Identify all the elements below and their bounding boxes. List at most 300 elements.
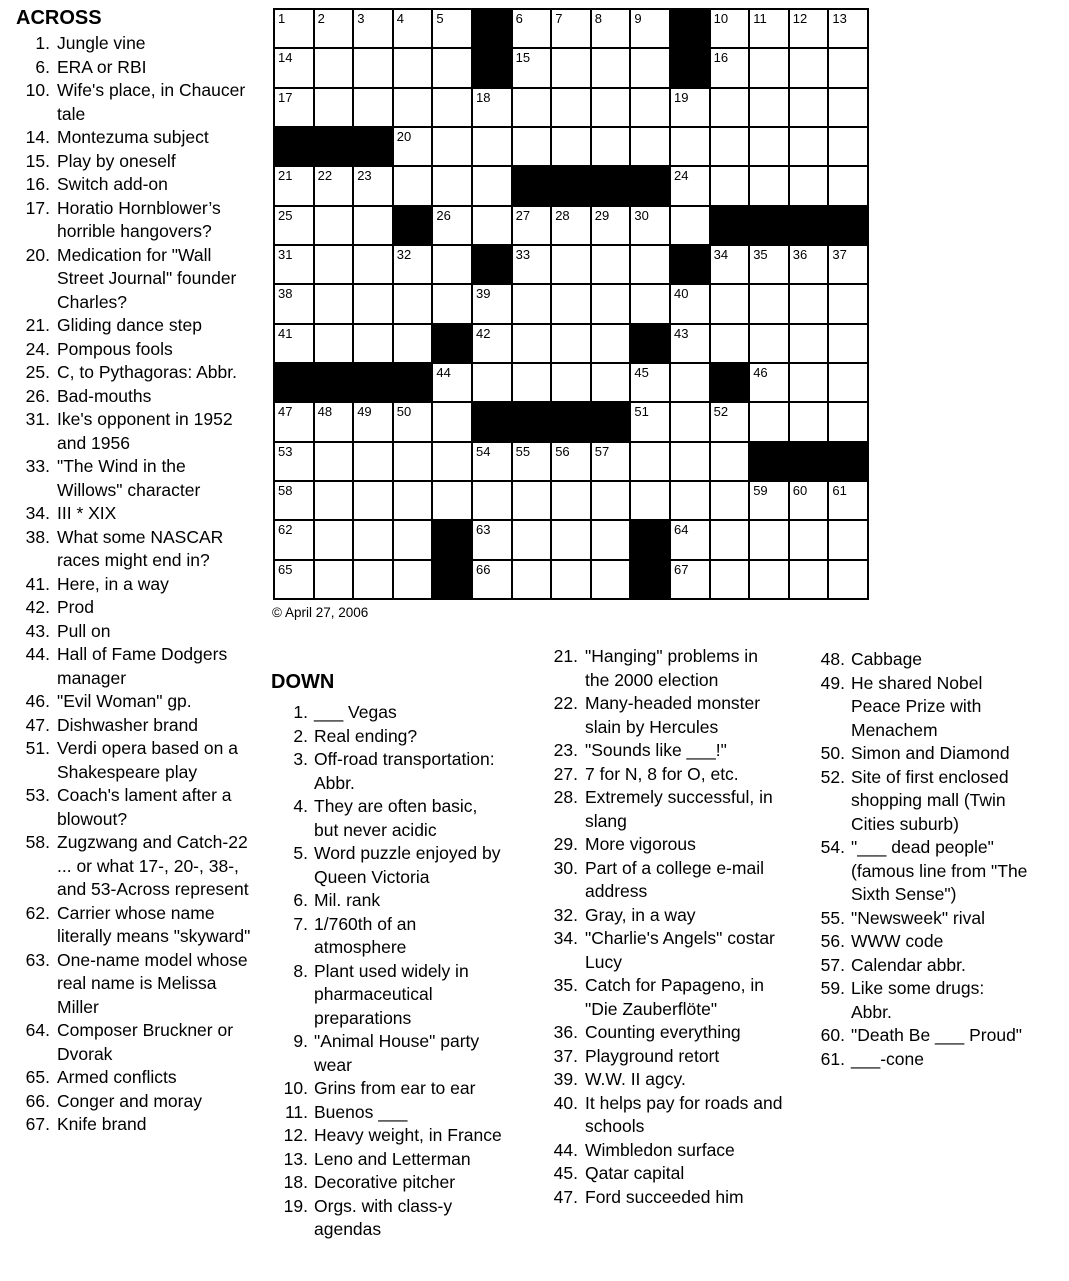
grid-cell-r14c11[interactable] (671, 521, 709, 558)
grid-cell-r14c15[interactable] (829, 521, 867, 558)
grid-cell-r5c2[interactable] (315, 167, 353, 204)
grid-cell-r9c3[interactable] (354, 325, 392, 362)
down-clues-continued-section-2 (808, 648, 1066, 1071)
grid-cell-r2c5[interactable] (433, 49, 471, 86)
clue-text: Prod (57, 597, 94, 617)
clue-text: Pompous fools (57, 338, 173, 359)
grid-cell-r6c3[interactable] (354, 207, 392, 244)
cell-number: 39 (475, 286, 491, 302)
grid-cell-r4c14[interactable] (790, 128, 828, 165)
grid-cell-r6c5[interactable] (433, 207, 471, 244)
grid-cell-r1c4[interactable] (394, 10, 432, 47)
grid-cell-r9c15[interactable] (829, 325, 867, 362)
grid-cell-r9c4[interactable] (394, 325, 432, 362)
grid-cell-r13c11[interactable] (671, 482, 709, 519)
grid-cell-r10c13[interactable] (750, 364, 788, 401)
clue-number: 36. (553, 1022, 578, 1042)
grid-cell-r4c9[interactable] (592, 128, 630, 165)
grid-cell-r9c1[interactable] (275, 325, 313, 362)
grid-cell-r11c12[interactable] (711, 403, 749, 440)
grid-cell-r5c14[interactable] (790, 167, 828, 204)
grid-cell-r10c6[interactable] (473, 364, 511, 401)
clue-text: Gliding dance step (57, 315, 202, 335)
grid-cell-r3c13[interactable] (750, 89, 788, 126)
cell-number: 51 (634, 404, 649, 420)
grid-cell-r4c10[interactable] (631, 128, 669, 165)
cell-number: 31 (278, 246, 293, 262)
grid-cell-r12c12[interactable] (711, 443, 749, 480)
grid-cell-r5c12[interactable] (711, 167, 749, 204)
grid-cell-r4c4[interactable] (394, 128, 432, 165)
grid-cell-r3c11[interactable] (671, 89, 709, 126)
clue-text: Real ending? (314, 725, 418, 746)
grid-cell-r12c1[interactable] (275, 443, 313, 480)
grid-cell-r12c14-black (790, 443, 828, 480)
cell-number: 45 (634, 364, 649, 380)
grid-cell-r1c14[interactable] (790, 10, 828, 47)
grid-cell-r15c1[interactable] (275, 561, 313, 598)
across-clue-20 (16, 244, 268, 315)
grid-cell-r11c10[interactable] (631, 403, 669, 440)
grid-cell-r8c15[interactable] (829, 285, 867, 322)
cell-number: 36 (792, 246, 808, 262)
grid-cell-r3c10[interactable] (631, 89, 669, 126)
cell-number: 59 (753, 482, 768, 498)
grid-cell-r15c13[interactable] (750, 561, 788, 598)
grid-cell-r11c2[interactable] (315, 403, 353, 440)
grid-cell-r14c2[interactable] (315, 521, 353, 558)
grid-cell-r9c9[interactable] (592, 325, 630, 362)
grid-cell-r14c3[interactable] (354, 521, 392, 558)
grid-cell-r14c13[interactable] (750, 521, 788, 558)
clue-number: 60. (820, 1025, 845, 1045)
clue-number: 9. (293, 1031, 308, 1051)
clue-number: 11. (284, 1101, 308, 1122)
across-clue-33 (16, 455, 268, 502)
clue-number: 62. (25, 902, 50, 923)
grid-cell-r4c13[interactable] (750, 128, 788, 165)
grid-cell-r15c7[interactable] (513, 561, 551, 598)
clue-number: 6. (293, 890, 308, 910)
grid-cell-r2c3[interactable] (354, 49, 392, 86)
clue-text: More vigorous (585, 834, 696, 854)
grid-cell-r1c8[interactable] (552, 10, 590, 47)
grid-cell-r10c11[interactable] (671, 364, 709, 401)
grid-cell-r15c9[interactable] (592, 561, 630, 598)
grid-cell-r6c7[interactable] (513, 207, 551, 244)
down-clue-47 (541, 1186, 809, 1210)
grid-cell-r4c15[interactable] (829, 128, 867, 165)
clue-number: 1. (293, 702, 308, 722)
grid-cell-r12c5[interactable] (433, 443, 471, 480)
grid-cell-r3c2[interactable] (315, 89, 353, 126)
grid-cell-r8c2[interactable] (315, 285, 353, 322)
grid-cell-r1c9[interactable] (592, 10, 630, 47)
grid-cell-r7c6-black (473, 246, 511, 283)
grid-cell-r15c4[interactable] (394, 561, 432, 598)
grid-cell-r2c1[interactable] (275, 49, 313, 86)
down-clue-29 (541, 833, 809, 857)
grid-cell-r7c8[interactable] (552, 246, 590, 283)
grid-cell-r12c8[interactable] (552, 443, 590, 480)
grid-cell-r13c15[interactable] (829, 482, 867, 519)
down-clue-11 (271, 1101, 539, 1125)
grid-cell-r13c3[interactable] (354, 482, 392, 519)
clue-text: 1/760th of an atmosphere (314, 913, 417, 957)
grid-cell-r2c7[interactable] (513, 49, 551, 86)
grid-cell-r1c2[interactable] (315, 10, 353, 47)
cell-number: 41 (278, 325, 293, 341)
grid-cell-r2c12[interactable] (711, 49, 749, 86)
clue-text: Pull on (57, 620, 111, 641)
grid-cell-r14c12[interactable] (711, 521, 749, 558)
cell-number: 17 (278, 89, 293, 105)
grid-cell-r3c12[interactable] (711, 89, 749, 126)
grid-cell-r10c8[interactable] (552, 364, 590, 401)
grid-cell-r4c8[interactable] (552, 128, 590, 165)
grid-cell-r9c12[interactable] (711, 325, 749, 362)
grid-cell-r12c3[interactable] (354, 443, 392, 480)
grid-cell-r3c4[interactable] (394, 89, 432, 126)
grid-cell-r3c14[interactable] (790, 89, 828, 126)
grid-cell-r9c6[interactable] (473, 325, 511, 362)
across-clue-31 (16, 408, 268, 455)
grid-cell-r7c15[interactable] (829, 246, 867, 283)
grid-cell-r1c11-black (671, 10, 709, 47)
clue-text: Catch for Papageno, in "Die Zauberflöte" (585, 975, 765, 1019)
across-clue-6 (16, 56, 268, 80)
clue-number: 59. (820, 978, 845, 998)
clue-number: 26. (25, 385, 50, 406)
grid-cell-r11c7-black (513, 403, 551, 440)
grid-cell-r12c4[interactable] (394, 443, 432, 480)
down-clue-32 (541, 904, 809, 928)
grid-cell-r1c13[interactable] (750, 10, 788, 47)
cell-number: 16 (713, 50, 729, 66)
grid-cell-r1c10[interactable] (631, 10, 669, 47)
clue-number: 34. (553, 928, 578, 948)
grid-cell-r7c2[interactable] (315, 246, 353, 283)
clue-text: Cabbage (851, 649, 923, 669)
grid-cell-r9c2[interactable] (315, 325, 353, 362)
grid-cell-r14c8[interactable] (552, 521, 590, 558)
grid-cell-r2c14[interactable] (790, 49, 828, 86)
clue-text: Part of a college e-mail address (585, 857, 764, 901)
clue-text: "Newsweek" rival (851, 907, 985, 928)
grid-cell-r12c9[interactable] (592, 443, 630, 480)
grid-cell-r8c1[interactable] (275, 285, 313, 322)
grid-cell-r11c15[interactable] (829, 403, 867, 440)
grid-cell-r12c6[interactable] (473, 443, 511, 480)
grid-cell-r13c10[interactable] (631, 482, 669, 519)
grid-cell-r13c13[interactable] (750, 482, 788, 519)
clue-text: Hall of Fame Dodgers manager (57, 644, 228, 688)
clue-text: Conger and moray (57, 1090, 202, 1111)
grid-cell-r11c5[interactable] (433, 403, 471, 440)
cell-number: 56 (555, 443, 570, 459)
clue-number: 4. (293, 796, 308, 816)
grid-cell-r5c5[interactable] (433, 167, 471, 204)
grid-cell-r2c2[interactable] (315, 49, 353, 86)
cell-number: 55 (515, 443, 531, 459)
down-clue-55 (808, 907, 1066, 931)
grid-cell-r14c6[interactable] (473, 521, 511, 558)
clue-number: 34. (25, 503, 50, 523)
grid-cell-r5c15[interactable] (829, 167, 867, 204)
grid-cell-r8c5[interactable] (433, 285, 471, 322)
grid-cell-r3c6[interactable] (473, 89, 511, 126)
cell-number: 66 (475, 561, 491, 577)
grid-cell-r9c14[interactable] (790, 325, 828, 362)
clue-number: 2. (293, 725, 308, 746)
clue-number: 7. (293, 913, 308, 934)
grid-cell-r2c8[interactable] (552, 49, 590, 86)
grid-cell-r10c10[interactable] (631, 364, 669, 401)
grid-cell-r14c4[interactable] (394, 521, 432, 558)
clue-number: 53. (25, 785, 50, 805)
grid-cell-r4c5[interactable] (433, 128, 471, 165)
clue-text: Carrier whose name literally means "skyward" (57, 902, 251, 946)
grid-cell-r8c7[interactable] (513, 285, 551, 322)
grid-cell-r14c1[interactable] (275, 521, 313, 558)
clue-text: Site of first enclosed shopping mall (Twin Cities suburb) (851, 766, 1009, 834)
cell-number: 52 (713, 404, 729, 420)
cell-number: 60 (792, 482, 808, 498)
cell-number: 15 (515, 50, 531, 66)
grid-cell-r4c1-black (275, 128, 313, 165)
clue-number: 66. (25, 1090, 50, 1111)
grid-cell-r9c8[interactable] (552, 325, 590, 362)
clue-number: 21. (553, 646, 578, 666)
grid-cell-r14c9[interactable] (592, 521, 630, 558)
grid-cell-r12c10[interactable] (631, 443, 669, 480)
grid-cell-r3c9[interactable] (592, 89, 630, 126)
clue-number: 6. (35, 56, 50, 77)
grid-cell-r7c12[interactable] (711, 246, 749, 283)
grid-cell-r6c10[interactable] (631, 207, 669, 244)
down-clue-8 (271, 960, 539, 1031)
grid-cell-r12c7[interactable] (513, 443, 551, 480)
grid-cell-r11c14[interactable] (790, 403, 828, 440)
grid-cell-r6c9[interactable] (592, 207, 630, 244)
grid-cell-r10c2-black (315, 364, 353, 401)
grid-cell-r15c8[interactable] (552, 561, 590, 598)
grid-cell-r8c14[interactable] (790, 285, 828, 322)
clue-number: 49. (820, 672, 845, 693)
grid-cell-r12c15-black (829, 443, 867, 480)
grid-cell-r10c15[interactable] (829, 364, 867, 401)
grid-cell-r4c7[interactable] (513, 128, 551, 165)
cell-number: 24 (673, 168, 689, 184)
cell-number: 58 (278, 482, 293, 498)
clue-number: 47. (25, 714, 50, 735)
grid-cell-r12c11[interactable] (671, 443, 709, 480)
down-clue-40 (541, 1092, 809, 1139)
clue-text: Simon and Diamond (851, 743, 1010, 763)
grid-cell-r13c9[interactable] (592, 482, 630, 519)
clue-text: One-name model whose real name is Melissa Miller (57, 949, 248, 1017)
grid-cell-r7c14[interactable] (790, 246, 828, 283)
grid-cell-r6c12-black (711, 207, 749, 244)
clue-text: Here, in a way (57, 573, 169, 594)
down-clue-list-3 (808, 648, 1066, 1071)
grid-cell-r4c2-black (315, 128, 353, 165)
grid-cell-r4c6[interactable] (473, 128, 511, 165)
grid-cell-r9c13[interactable] (750, 325, 788, 362)
grid-cell-r1c12[interactable] (711, 10, 749, 47)
grid-cell-r15c14[interactable] (790, 561, 828, 598)
grid-cell-r11c3[interactable] (354, 403, 392, 440)
grid-cell-r8c6[interactable] (473, 285, 511, 322)
across-clue-26 (16, 385, 268, 409)
grid-cell-r15c12[interactable] (711, 561, 749, 598)
grid-cell-r1c15[interactable] (829, 10, 867, 47)
grid-cell-r14c7[interactable] (513, 521, 551, 558)
grid-cell-r6c11[interactable] (671, 207, 709, 244)
grid-cell-r15c15[interactable] (829, 561, 867, 598)
grid-cell-r7c9[interactable] (592, 246, 630, 283)
grid-cell-r5c4[interactable] (394, 167, 432, 204)
grid-cell-r8c11[interactable] (671, 285, 709, 322)
clue-text: Verdi opera based on a Shakespeare play (57, 738, 238, 782)
clue-text: Bad-mouths (57, 385, 152, 406)
grid-cell-r10c5[interactable] (433, 364, 471, 401)
clue-number: 19. (283, 1195, 308, 1216)
grid-cell-r1c3[interactable] (354, 10, 392, 47)
clue-text: Many-headed monster slain by Hercules (585, 693, 761, 737)
grid-cell-r11c11[interactable] (671, 403, 709, 440)
clue-text: III * XIX (57, 503, 117, 523)
crossword-grid (273, 8, 869, 600)
grid-cell-r5c6[interactable] (473, 167, 511, 204)
grid-cell-r10c14[interactable] (790, 364, 828, 401)
clue-number: 17. (25, 197, 50, 218)
grid-cell-r1c5[interactable] (433, 10, 471, 47)
grid-cell-r13c1[interactable] (275, 482, 313, 519)
clue-number: 61. (820, 1048, 845, 1069)
grid-cell-r4c3-black (354, 128, 392, 165)
across-clue-38 (16, 526, 268, 573)
grid-cell-r13c12[interactable] (711, 482, 749, 519)
grid-cell-r3c8[interactable] (552, 89, 590, 126)
grid-cell-r13c2[interactable] (315, 482, 353, 519)
grid-cell-r4c12[interactable] (711, 128, 749, 165)
grid-cell-r8c8[interactable] (552, 285, 590, 322)
grid-cell-r7c5[interactable] (433, 246, 471, 283)
grid-cell-r6c1[interactable] (275, 207, 313, 244)
clue-text: "Death Be ___ Proud" (851, 1025, 1023, 1045)
clue-number: 8. (293, 960, 308, 981)
grid-cell-r8c10[interactable] (631, 285, 669, 322)
grid-cell-r1c1[interactable] (275, 10, 313, 47)
grid-cell-r7c13[interactable] (750, 246, 788, 283)
grid-cell-r7c4[interactable] (394, 246, 432, 283)
grid-cell-r8c13[interactable] (750, 285, 788, 322)
grid-cell-r7c7[interactable] (513, 246, 551, 283)
grid-cell-r3c5[interactable] (433, 89, 471, 126)
clue-text: "___ dead people" (famous line from "The Sixth Sense") (851, 837, 1028, 904)
grid-cell-r2c11-black (671, 49, 709, 86)
grid-cell-r3c3[interactable] (354, 89, 392, 126)
grid-cell-r6c6[interactable] (473, 207, 511, 244)
clue-number: 58. (25, 832, 50, 852)
grid-cell-r2c13[interactable] (750, 49, 788, 86)
grid-cell-r5c7-black (513, 167, 551, 204)
grid-cell-r8c4[interactable] (394, 285, 432, 322)
across-clue-43 (16, 620, 268, 644)
grid-cell-r11c13[interactable] (750, 403, 788, 440)
grid-cell-r13c6[interactable] (473, 482, 511, 519)
grid-cell-r2c9[interactable] (592, 49, 630, 86)
grid-cell-r15c11[interactable] (671, 561, 709, 598)
grid-cell-r8c3[interactable] (354, 285, 392, 322)
clue-text: He shared Nobel Peace Prize with Menachem (851, 672, 983, 740)
grid-cell-r5c3[interactable] (354, 167, 392, 204)
cell-number: 49 (357, 404, 372, 420)
clue-text: ERA or RBI (57, 56, 147, 77)
grid-cell-r2c10[interactable] (631, 49, 669, 86)
across-clue-1 (16, 32, 268, 56)
grid-cell-r5c13[interactable] (750, 167, 788, 204)
grid-cell-r9c7[interactable] (513, 325, 551, 362)
cell-number: 20 (396, 128, 412, 144)
grid-cell-r15c3[interactable] (354, 561, 392, 598)
grid-cell-r13c14[interactable] (790, 482, 828, 519)
grid-cell-r6c2[interactable] (315, 207, 353, 244)
grid-cell-r5c1[interactable] (275, 167, 313, 204)
grid-cell-r13c5[interactable] (433, 482, 471, 519)
grid-cell-r8c9[interactable] (592, 285, 630, 322)
grid-cell-r11c4[interactable] (394, 403, 432, 440)
grid-cell-r7c1[interactable] (275, 246, 313, 283)
grid-cell-r9c11[interactable] (671, 325, 709, 362)
grid-cell-r7c11-black (671, 246, 709, 283)
grid-cell-r3c1[interactable] (275, 89, 313, 126)
clue-text: Ford succeeded him (585, 1186, 744, 1207)
grid-cell-r6c8[interactable] (552, 207, 590, 244)
grid-cell-r13c4[interactable] (394, 482, 432, 519)
grid-cell-r12c2[interactable] (315, 443, 353, 480)
cell-number: 63 (475, 522, 491, 538)
grid-cell-r15c6[interactable] (473, 561, 511, 598)
cell-number: 6 (515, 11, 523, 26)
grid-cell-r3c7[interactable] (513, 89, 551, 126)
grid-cell-r11c1[interactable] (275, 403, 313, 440)
grid-cell-r7c3[interactable] (354, 246, 392, 283)
clue-number: 46. (25, 691, 50, 711)
grid-cell-r2c4[interactable] (394, 49, 432, 86)
grid-cell-r3c15[interactable] (829, 89, 867, 126)
grid-cell-r13c8[interactable] (552, 482, 590, 519)
grid-cell-r14c14[interactable] (790, 521, 828, 558)
grid-cell-r4c11[interactable] (671, 128, 709, 165)
clue-text: WWW code (851, 931, 944, 951)
grid-cell-r15c2[interactable] (315, 561, 353, 598)
grid-cell-r10c9[interactable] (592, 364, 630, 401)
grid-cell-r8c12[interactable] (711, 285, 749, 322)
grid-cell-r10c7[interactable] (513, 364, 551, 401)
grid-cell-r5c11[interactable] (671, 167, 709, 204)
grid-cell-r1c7[interactable] (513, 10, 551, 47)
cell-number: 38 (278, 286, 293, 302)
grid-cell-r2c15[interactable] (829, 49, 867, 86)
cell-number: 50 (396, 404, 412, 420)
across-clue-51 (16, 737, 268, 784)
grid-cell-r7c10[interactable] (631, 246, 669, 283)
clue-text: Switch add-on (57, 174, 168, 194)
clue-number: 3. (293, 749, 308, 769)
grid-cell-r13c7[interactable] (513, 482, 551, 519)
